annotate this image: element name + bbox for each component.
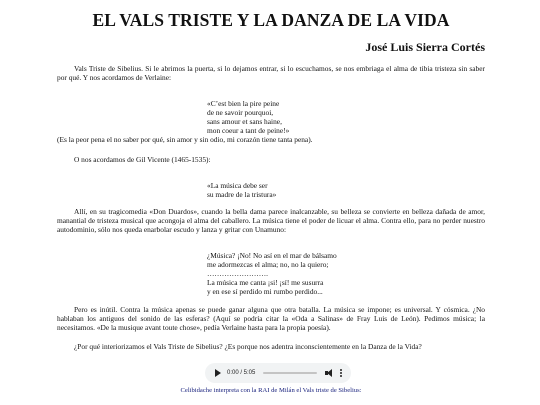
paragraph-gil-vicente: O nos acordamos de Gil Vicente (1465-1535): bbox=[74, 155, 211, 164]
paragraph-translation: (Es la peor pena el no saber por qué, sin amor y sin odio, mi corazón tiene tanta pena). bbox=[57, 135, 313, 144]
play-icon[interactable] bbox=[215, 369, 221, 377]
paragraph-don-duardos: Allí, en su tragicomedia «Don Duardos», cuando la bella dama parece inalcanzable, su belleza se convierte en belleza dañada de amor, manantial de tristeza musical que acongoja el alma del caballero. La música tiene el poder de licuar el alma. Contra ello, para no perder nuestro autodominio, sólo nos queda enarbolar escudo y lanza y gritar con Unamuno: bbox=[57, 207, 485, 234]
audio-progress-bar[interactable] bbox=[263, 372, 317, 374]
verse-line: me adormezcas el alma; no, no la quiero; bbox=[207, 260, 329, 269]
verse-line: ……………………. bbox=[207, 269, 268, 278]
verse-line: su madre de la tristura» bbox=[207, 190, 277, 199]
audio-caption: Celibidache interpreta con la RAI de Milán el Vals triste de Sibelius: bbox=[180, 387, 362, 394]
verse-line: de ne savoir pourquoi, bbox=[207, 108, 274, 117]
verse-line: La música me canta ¡si! ¡sí! me susurra bbox=[207, 278, 324, 287]
verse-line: ¿Música? ¡No! No así en el mar de bálsamo bbox=[207, 251, 337, 260]
verse-line: y en ese sí perdido mi rumbo perdido... bbox=[207, 287, 323, 296]
volume-icon[interactable] bbox=[325, 369, 334, 377]
verse-vicente bbox=[207, 181, 276, 199]
more-options-icon[interactable] bbox=[340, 369, 343, 377]
verse-line: sans amour et sans haine, bbox=[207, 117, 282, 126]
verse-line: «C’est bien la pire peine bbox=[207, 99, 280, 108]
audio-player[interactable] bbox=[205, 363, 351, 383]
verse-line: mon coeur a tant de peine!» bbox=[207, 126, 290, 135]
author-name: José Luis Sierra Cortés bbox=[365, 40, 485, 54]
audio-time: 0:00 / 5:05 bbox=[227, 370, 256, 376]
paragraph-intro: Vals Triste de Sibelius. Si le abrimos la puerta, si lo dejamos entrar, si lo escuchamos, se nos embriaga el alma de tibia tristeza sin saber por qué. Y nos acordamos de Verlaine: bbox=[57, 64, 485, 82]
verse-verlaine bbox=[207, 99, 289, 135]
paragraph-music: Pero es inútil. Contra la música apenas se puede ganar alguna que otra batalla. La música se impone; es universal. Y cósmica. ¿No hablaban los antiguos del sonido de las esferas? (Aquí se podría citar la «Oda a Salinas» de Fray Luis de León). Pedimos música; la necesitamos. «De la musique avant toute chose», pedía Verlaine hasta para la propia poesía). bbox=[57, 305, 485, 332]
paragraph-question: ¿Por qué interiorizamos el Vals Triste de Sibelius? ¿Es porque nos adentra inconscientemente en la Danza de la Vida? bbox=[74, 342, 422, 351]
page-title: EL VALS TRISTE Y LA DANZA DE LA VIDA bbox=[92, 10, 450, 30]
verse-line: «La música debe ser bbox=[207, 181, 268, 190]
verse-unamuno bbox=[207, 251, 337, 296]
